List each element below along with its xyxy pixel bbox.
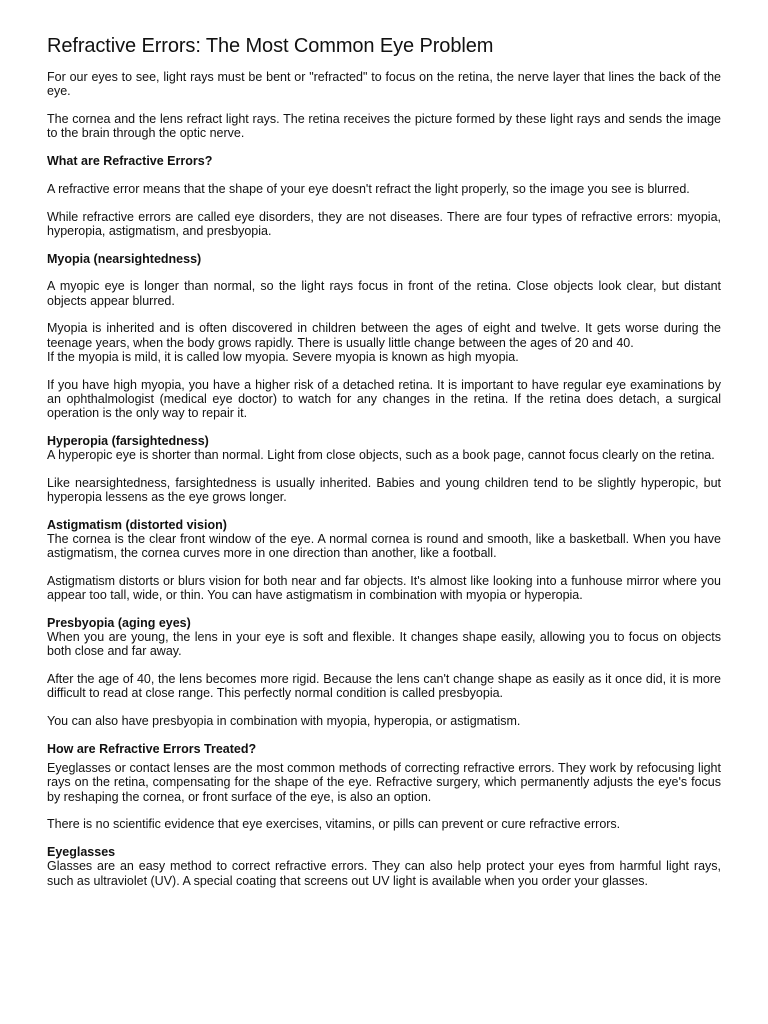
what-paragraph-2: While refractive errors are called eye disorders, they are not diseases. There are four types of refractive errors: myopia, hyperopia, astigmatism, and presbyopia.: [47, 209, 721, 238]
eyeglasses-paragraph-1: Glasses are an easy method to correct refractive errors. They can also help protect your eyes from harmful light rays, such as ultraviolet (UV). A special coating that screens out UV light is available when you order your glasses.: [47, 859, 721, 888]
section-heading-what: What are Refractive Errors?: [47, 154, 213, 168]
section-heading-hyperopia: Hyperopia (farsightedness): [47, 433, 209, 448]
section-heading-presbyopia: Presbyopia (aging eyes): [47, 616, 191, 630]
section-heading-myopia: Myopia (nearsightedness): [47, 251, 202, 266]
astigmatism-paragraph-1: The cornea is the clear front window of the eye. A normal cornea is round and smooth, like a basketball. When you have astigmatism, the cornea curves more in one direction than another, like a football.: [47, 532, 721, 561]
presbyopia-paragraph-3: You can also have presbyopia in combination with myopia, hyperopia, or astigmatism.: [47, 714, 521, 729]
presbyopia-paragraph-1: When you are young, the lens in your eye is soft and flexible. It changes shape easily, allowing you to focus on objects both close and far away.: [47, 630, 721, 659]
intro-paragraph-2: The cornea and the lens refract light rays. The retina receives the picture formed by these light rays and sends the image to the brain through the optic nerve.: [47, 112, 721, 141]
what-paragraph-1: A refractive error means that the shape of your eye doesn't refract the light properly, so the image you see is blurred.: [47, 181, 690, 196]
myopia-paragraph-3: If you have high myopia, you have a higher risk of a detached retina. It is important to have regular eye examinations by an ophthalmologist (medical eye doctor) to watch for any changes in the retina. If the retina does detach, a surgical operation is the only way to repair it.: [47, 377, 721, 420]
hyperopia-paragraph-2: Like nearsightedness, farsightedness is usually inherited. Babies and young children tend to be slightly hyperopic, but hyperopia lessens as the eye grows longer.: [47, 475, 721, 504]
section-heading-treated: How are Refractive Errors Treated?: [47, 742, 257, 756]
astigmatism-paragraph-2: Astigmatism distorts or blurs vision for both near and far objects. It's almost like looking into a funhouse mirror where you appear too tall, wide, or thin. You can have astigmatism in combination with myopia or hyperopia.: [47, 574, 721, 603]
hyperopia-paragraph-1: A hyperopic eye is shorter than normal. Light from close objects, such as a book page, cannot focus clearly on the retina.: [47, 448, 715, 462]
section-heading-eyeglasses: Eyeglasses: [47, 845, 116, 860]
myopia-paragraph-2a: Myopia is inherited and is often discovered in children between the ages of eight and twelve. It gets worse during the teenage years, when the body grows rapidly. There is usually little change between the ages of 20 and 40.: [47, 321, 721, 350]
treated-paragraph-1: Eyeglasses or contact lenses are the most common methods of correcting refractive errors. They work by refocusing light rays on the retina, compensating for the shape of the eye. Refractive surgery, which permanently adjusts the eye's focus by reshaping the cornea, or front surface of the eye, is also an option.: [47, 761, 721, 804]
presbyopia-paragraph-2: After the age of 40, the lens becomes more rigid. Because the lens can't change shape as easily as it once did, it is more difficult to read at close range. This perfectly normal condition is called presbyopia.: [47, 672, 721, 701]
document-page: [47, 34, 721, 888]
treated-paragraph-2: There is no scientific evidence that eye exercises, vitamins, or pills can prevent or cure refractive errors.: [47, 817, 621, 832]
intro-paragraph-1: For our eyes to see, light rays must be bent or "refracted" to focus on the retina, the nerve layer that lines the back of the eye.: [47, 70, 721, 99]
section-heading-astigmatism: Astigmatism (distorted vision): [47, 517, 227, 532]
myopia-paragraph-1: A myopic eye is longer than normal, so the light rays focus in front of the retina. Close objects look clear, but distant objects appear blurred.: [47, 279, 721, 308]
document-title: Refractive Errors: The Most Common Eye Problem: [47, 35, 494, 57]
myopia-paragraph-2b: If the myopia is mild, it is called low myopia. Severe myopia is known as high myopia.: [47, 349, 519, 364]
